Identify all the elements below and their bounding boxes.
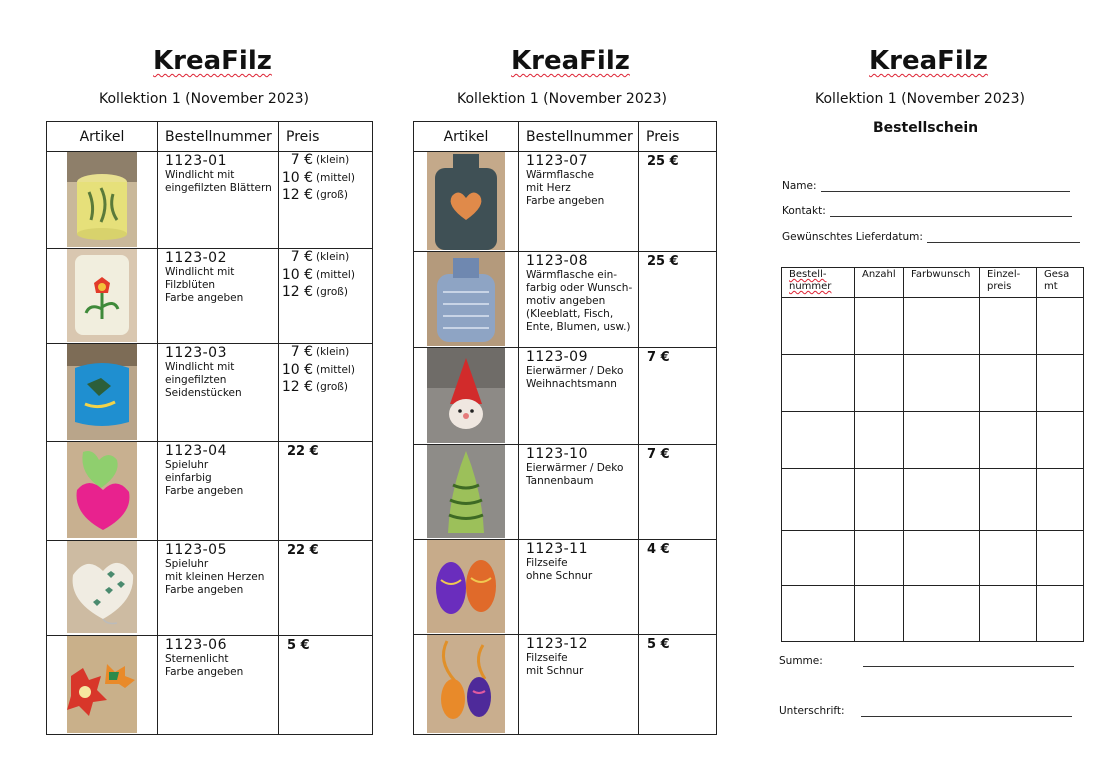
item-code: 1123-12	[526, 636, 588, 652]
size-medium: (mittel)	[316, 363, 355, 376]
table-row	[47, 541, 373, 636]
sum-field[interactable]	[779, 655, 1074, 667]
order-col-farbwunsch: Farbwunsch	[904, 268, 980, 298]
sum-line[interactable]	[863, 656, 1074, 667]
delivery-date-line[interactable]	[927, 232, 1080, 243]
windlicht-blue-photo	[67, 344, 137, 440]
product-photo-cell	[414, 445, 519, 540]
brand-title-2: KreaFilz	[511, 46, 630, 76]
catalog-table-right	[413, 121, 717, 735]
size-small: (klein)	[316, 154, 350, 166]
size-large: (groß)	[316, 286, 348, 298]
catalog-table-left	[46, 121, 373, 735]
price-large: 12 €	[281, 187, 313, 203]
santa-photo	[427, 348, 505, 443]
table-row	[47, 152, 373, 249]
product-photo-cell	[47, 152, 158, 249]
heart-white-photo	[67, 541, 137, 633]
item-code: 1123-04	[165, 443, 227, 459]
delivery-date-label: Gewünschtes Lieferdatum:	[782, 231, 923, 243]
soap-string-photo	[427, 635, 505, 733]
item-description: Wärmflasche mit Herz Farbe angeben	[526, 169, 605, 207]
product-photo-cell	[47, 636, 158, 735]
col-preis: Preis	[639, 122, 717, 152]
delivery-date-field[interactable]	[782, 231, 1080, 243]
item-price: 7 €	[647, 350, 670, 365]
order-row[interactable]	[782, 586, 1084, 642]
item-description: Wärmflasche ein- farbig oder Wunsch- motiv angeben (Kleeblatt, Fisch, Ente, Blumen, usw.)	[526, 269, 633, 333]
product-photo-cell	[414, 252, 519, 348]
item-description: Spieluhr mit kleinen Herzen Farbe angeben	[165, 558, 265, 596]
price-cell	[279, 344, 373, 442]
item-code: 1123-09	[526, 349, 588, 365]
order-row[interactable]	[782, 412, 1084, 469]
order-form-title: Bestellschein	[873, 120, 979, 136]
item-description: Spieluhr einfarbig Farbe angeben	[165, 459, 244, 497]
table-row	[414, 348, 717, 445]
bottle-blue-photo	[427, 252, 505, 346]
item-code: 1123-07	[526, 153, 588, 169]
size-small: (klein)	[316, 346, 350, 358]
table-row	[414, 540, 717, 635]
price-small: 7 €	[290, 344, 313, 360]
order-col-gesamt: Gesa mt	[1037, 268, 1084, 298]
price-cell	[279, 152, 373, 249]
col-artikel: Artikel	[414, 122, 519, 152]
item-price: 5 €	[647, 637, 670, 652]
col-bestellnummer: Bestellnummer	[519, 122, 639, 152]
col-bestellnummer: Bestellnummer	[158, 122, 279, 152]
price-medium: 10 €	[281, 361, 313, 378]
item-code: 1123-11	[526, 541, 588, 557]
item-description: Sternenlicht Farbe angeben	[165, 653, 244, 678]
order-table	[781, 267, 1084, 642]
name-line[interactable]	[821, 181, 1070, 192]
price-small: 7 €	[290, 249, 313, 265]
table-row	[414, 445, 717, 540]
heart-pink-photo	[67, 442, 137, 538]
collection-subtitle-3: Kollektion 1 (November 2023)	[815, 91, 1026, 107]
item-description: Windlicht mit eingefilzten Seidenstücken	[165, 361, 242, 399]
size-medium: (mittel)	[316, 268, 355, 281]
order-row[interactable]	[782, 298, 1084, 355]
price-large: 12 €	[281, 379, 313, 395]
order-row[interactable]	[782, 355, 1084, 412]
item-description: Windlicht mit Filzblüten Farbe angeben	[165, 266, 244, 304]
contact-line[interactable]	[830, 206, 1072, 217]
item-code: 1123-02	[165, 250, 227, 266]
product-photo-cell	[414, 152, 519, 252]
item-price: 5 €	[287, 638, 310, 653]
item-code: 1123-10	[526, 446, 588, 462]
item-price: 25 €	[647, 254, 679, 269]
product-photo-cell	[47, 541, 158, 636]
star-light-photo	[67, 636, 137, 733]
item-code: 1123-01	[165, 153, 227, 169]
sum-label: Summe:	[779, 655, 823, 667]
item-code: 1123-08	[526, 253, 588, 269]
soap-photo	[427, 540, 505, 633]
contact-label: Kontakt:	[782, 205, 826, 217]
price-medium: 10 €	[281, 169, 313, 186]
col-artikel: Artikel	[47, 122, 158, 152]
signature-field[interactable]	[779, 705, 1072, 717]
size-medium: (mittel)	[316, 171, 355, 184]
item-code: 1123-05	[165, 542, 227, 558]
signature-line[interactable]	[861, 706, 1072, 717]
product-photo-cell	[47, 249, 158, 344]
order-row[interactable]	[782, 469, 1084, 531]
contact-field[interactable]	[782, 205, 1072, 217]
name-field[interactable]	[782, 180, 1070, 192]
item-price: 7 €	[647, 447, 670, 462]
size-large: (groß)	[316, 189, 348, 201]
order-col-anzahl: Anzahl	[855, 268, 904, 298]
item-description: Windlicht mit eingefilzten Blättern	[165, 169, 272, 194]
table-row	[414, 152, 717, 252]
table-row	[414, 635, 717, 735]
brand-title-3: KreaFilz	[869, 46, 988, 76]
item-description: Filzseife ohne Schnur	[526, 557, 593, 582]
price-medium: 10 €	[281, 266, 313, 283]
order-row[interactable]	[782, 531, 1084, 586]
item-description: Filzseife mit Schnur	[526, 652, 584, 677]
product-photo-cell	[47, 442, 158, 541]
item-code: 1123-03	[165, 345, 227, 361]
product-photo-cell	[414, 540, 519, 635]
item-price: 25 €	[647, 154, 679, 169]
order-col-einzelpreis: Einzel- preis	[980, 268, 1037, 298]
table-row	[47, 636, 373, 735]
item-description: Eierwärmer / Deko Tannenbaum	[526, 462, 624, 487]
tree-photo	[427, 445, 505, 538]
collection-subtitle-2: Kollektion 1 (November 2023)	[457, 91, 668, 107]
product-photo-cell	[414, 635, 519, 735]
item-price: 22 €	[287, 543, 319, 558]
table-row	[414, 252, 717, 348]
order-col-bestellnummer: Bestell- nummer	[782, 268, 855, 298]
product-photo-cell	[414, 348, 519, 445]
item-description: Eierwärmer / Deko Weihnachtsmann	[526, 365, 624, 390]
size-small: (klein)	[316, 251, 350, 263]
item-price: 4 €	[647, 542, 670, 557]
windlicht-flower-photo	[67, 249, 137, 342]
item-code: 1123-06	[165, 637, 227, 653]
price-small: 7 €	[290, 152, 313, 168]
table-row	[47, 442, 373, 541]
collection-subtitle-1: Kollektion 1 (November 2023)	[99, 91, 310, 107]
signature-label: Unterschrift:	[779, 705, 845, 717]
size-large: (groß)	[316, 381, 348, 393]
name-label: Name:	[782, 180, 817, 192]
col-preis: Preis	[279, 122, 373, 152]
table-row	[47, 344, 373, 442]
price-cell	[279, 249, 373, 344]
table-row	[47, 249, 373, 344]
product-photo-cell	[47, 344, 158, 442]
windlicht-leaves-photo	[67, 152, 137, 247]
bottle-heart-photo	[427, 152, 505, 250]
item-price: 22 €	[287, 444, 319, 459]
price-large: 12 €	[281, 284, 313, 300]
brand-title-1: KreaFilz	[153, 46, 272, 76]
